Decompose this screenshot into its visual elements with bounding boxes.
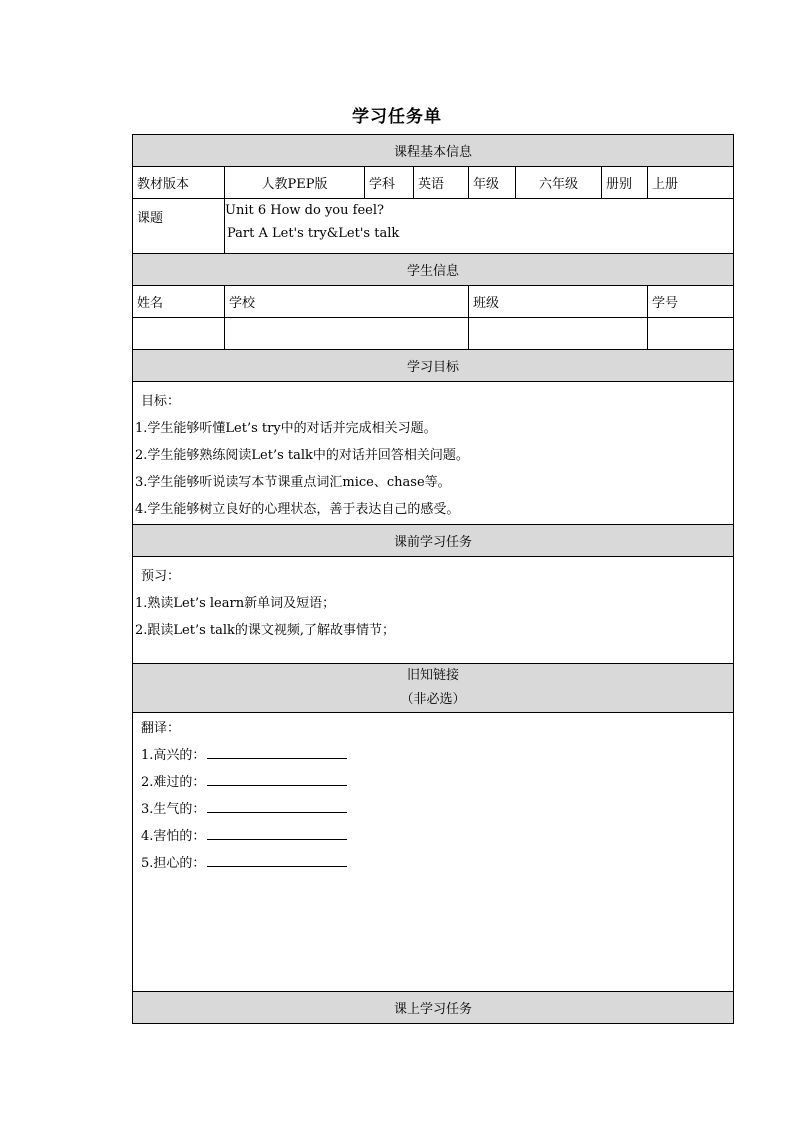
translate-item xyxy=(135,850,731,877)
volume-label: 册别 xyxy=(602,167,648,199)
volume-value: 上册 xyxy=(648,167,734,199)
name-field[interactable] xyxy=(133,318,225,350)
task-sheet-table xyxy=(132,134,734,1024)
preclass-item: 1.熟读Let’s learn新单词及短语； xyxy=(135,596,336,611)
translate-prompt: 2.难过的： xyxy=(141,775,206,790)
goal-item: 3.学生能够听说读写本节课重点词汇mice、chase等。 xyxy=(135,475,451,490)
topic-label: 课题 xyxy=(133,199,225,254)
goal-item: 1.学生能够听懂Let’s try中的对话并完成相关习题。 xyxy=(135,421,437,436)
translate-prompt: 3.生气的： xyxy=(141,802,206,817)
translate-answer-blank[interactable] xyxy=(207,771,347,786)
goal-item: 4.学生能够树立良好的心理状态，善于表达自己的感受。 xyxy=(135,502,460,517)
review-intro: 翻译： xyxy=(141,721,181,736)
translate-answer-blank[interactable] xyxy=(207,744,347,759)
topic-line-2: Part A Let's try&Let's talk xyxy=(227,226,400,241)
school-field[interactable] xyxy=(225,318,469,350)
translate-item xyxy=(135,823,731,850)
course-info-header: 课程基本信息 xyxy=(133,135,734,167)
goals-header: 学习目标 xyxy=(133,350,734,382)
review-header-note: （非必选） xyxy=(400,692,466,707)
goal-item: 2.学生能够熟练阅读Let’s talk中的对话并回答相关问题。 xyxy=(135,448,469,463)
id-field[interactable] xyxy=(648,318,734,350)
document-title: 学习任务单 xyxy=(352,107,442,127)
translate-answer-blank[interactable] xyxy=(207,852,347,867)
review-header xyxy=(133,664,734,713)
review-header-title: 旧知链接 xyxy=(407,668,460,683)
school-label: 学校 xyxy=(225,286,469,318)
translate-prompt: 5.担心的： xyxy=(141,856,206,871)
review-body xyxy=(133,713,734,992)
subject-label: 学科 xyxy=(365,167,414,199)
class-label: 班级 xyxy=(469,286,648,318)
translate-item xyxy=(135,769,731,796)
inclass-header: 课上学习任务 xyxy=(133,992,734,1024)
translate-prompt: 4.害怕的： xyxy=(141,829,206,844)
subject-value: 英语 xyxy=(414,167,469,199)
id-label: 学号 xyxy=(648,286,734,318)
translate-answer-blank[interactable] xyxy=(207,825,347,840)
grade-value: 六年级 xyxy=(516,167,602,199)
preclass-header: 课前学习任务 xyxy=(133,525,734,557)
student-info-header: 学生信息 xyxy=(133,254,734,286)
textbook-label: 教材版本 xyxy=(133,167,225,199)
goals-intro: 目标： xyxy=(141,394,181,409)
topic-line-1: Unit 6 How do you feel? xyxy=(225,203,384,218)
translate-answer-blank[interactable] xyxy=(207,798,347,813)
preclass-item: 2.跟读Let’s talk的课文视频,了解故事情节； xyxy=(135,623,396,638)
preclass-body xyxy=(133,557,734,664)
preclass-intro: 预习： xyxy=(141,569,181,584)
name-label: 姓名 xyxy=(133,286,225,318)
topic-value xyxy=(225,199,734,254)
goals-body xyxy=(133,382,734,525)
translate-prompt: 1.高兴的： xyxy=(141,748,206,763)
textbook-value: 人教PEP版 xyxy=(225,167,365,199)
translate-item xyxy=(135,796,731,823)
class-field[interactable] xyxy=(469,318,648,350)
grade-label: 年级 xyxy=(469,167,516,199)
translate-item xyxy=(135,742,731,769)
